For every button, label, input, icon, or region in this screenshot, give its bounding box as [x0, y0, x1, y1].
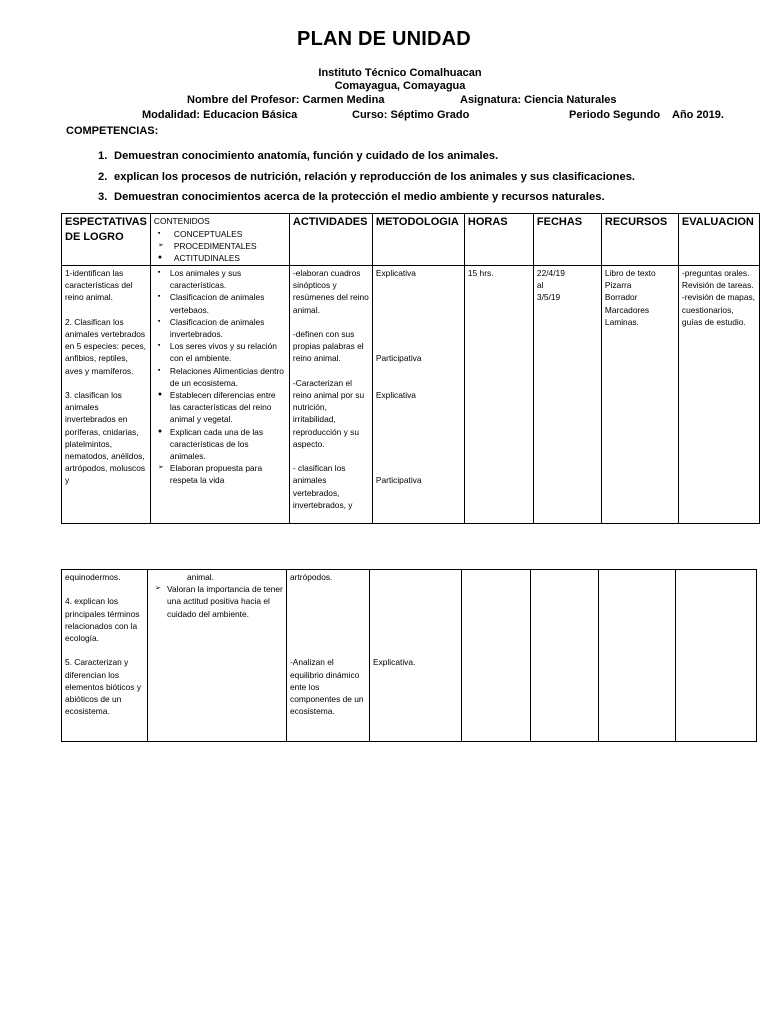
- cell-actividades: -elaboran cuadros sinópticos y resúmenes del reino animal. -definen con sus propias palabras el reino animal. -Caracterizan el reino animal por su nutrición, irritabilidad, reproducción y su aspecto. - clasifican los animales vertebrados, invertebrados, y: [289, 266, 372, 524]
- cell-fechas: [531, 570, 599, 742]
- header-recursos: RECURSOS: [601, 214, 678, 266]
- competencias-list: [98, 150, 635, 212]
- subject-name: Asignatura: Ciencia Naturales: [460, 94, 617, 106]
- cell-metodologia: Explicativa.: [370, 570, 462, 742]
- header-horas: HORAS: [464, 214, 533, 266]
- cell-evaluacion: [676, 570, 757, 742]
- cell-recursos: Libro de texto Pizarra Borrador Marcadores Laminas.: [601, 266, 678, 524]
- competencia-item: 3. Demuestran conocimientos acerca de la protección el medio ambiente y recursos naturales.: [98, 191, 605, 203]
- plan-table-page-1: [61, 213, 760, 524]
- location: Comayagua, Comayagua: [334, 80, 466, 92]
- cell-contenidos: ▪ Los animales y sus características. ▪ Clasificacion de animales vertebaos. ▪ Clasificacion de animales invertebrados. ▪ Los seres vivos y su relación con el ambiente. ▪ Relaciones Alimenticias dentro de un ecosistema. ● Establecen diferencias entre las características del reino animal y vegetal. ● Explican cada una de las características de los animales. ➢ Elaboran propuesta para respeta la vida: [150, 266, 289, 524]
- institute-name: Instituto Técnico Comalhuacan: [318, 67, 482, 79]
- header-evaluacion: EVALUACION: [678, 214, 759, 266]
- page-title: PLAN DE UNIDAD: [297, 28, 471, 50]
- header-metodologia: METODOLOGIA: [372, 214, 464, 266]
- cell-fechas: 22/4/19 al 3/5/19: [533, 266, 601, 524]
- header-fechas: FECHAS: [533, 214, 601, 266]
- cell-expectativas: equinodermos. 4. explican los principales términos relacionados con la ecología. 5. Caracterizan y diferencian los elementos bióticos y abióticos de un ecosistema.: [62, 570, 148, 742]
- modality: Modalidad: Educacion Básica: [142, 109, 298, 121]
- header-contenidos: CONTENIDOS ▪ CONCEPTUALES ➢ PROCEDIMENTALES ● ACTITUDINALES: [150, 214, 289, 266]
- header-expectativas: ESPECTATIVAS DE LOGRO: [62, 214, 151, 266]
- competencias-label: COMPETENCIAS:: [66, 125, 159, 137]
- cell-actividades: artrópodos. -Analizan el equilibrio dinámico ente los componentes de un ecosistema.: [287, 570, 370, 742]
- cell-horas: 15 hrs.: [464, 266, 533, 524]
- competencia-item: 1. Demuestran conocimiento anatomía, función y cuidado de los animales.: [98, 150, 499, 162]
- cell-expectativas: 1-identifican las características del reino animal. 2. Clasifican los animales vertebrados en 5 especies: peces, anfibios, reptiles, aves y mamíferos. 3. clasifican los animales invertebrados en poríferas, cnidarias, platelmintos, nematodos, anélidos, artrópodos, moluscos y: [62, 266, 151, 524]
- cell-metodologia: Explicativa Participativa Explicativa Participativa: [372, 266, 464, 524]
- course: Curso: Séptimo Grado: [352, 109, 470, 121]
- competencia-item: 2. explican los procesos de nutrición, relación y reproducción de los animales y sus clasificaciones.: [98, 170, 636, 183]
- plan-table-page-2: [61, 569, 757, 742]
- teacher-name: Nombre del Profesor: Carmen Medina: [187, 94, 385, 106]
- year: Año 2019.: [672, 109, 724, 121]
- cell-horas: [462, 570, 531, 742]
- cell-recursos: [599, 570, 676, 742]
- cell-evaluacion: -preguntas orales. Revisión de tareas. -revisión de mapas, cuestionarios, guías de estudio.: [678, 266, 759, 524]
- cell-contenidos: animal. ➢ Valoran la importancia de tener una actitud positiva hacia el cuidado del ambiente.: [148, 570, 287, 742]
- period: Periodo Segundo: [569, 109, 661, 121]
- header-actividades: ACTIVIDADES: [289, 214, 372, 266]
